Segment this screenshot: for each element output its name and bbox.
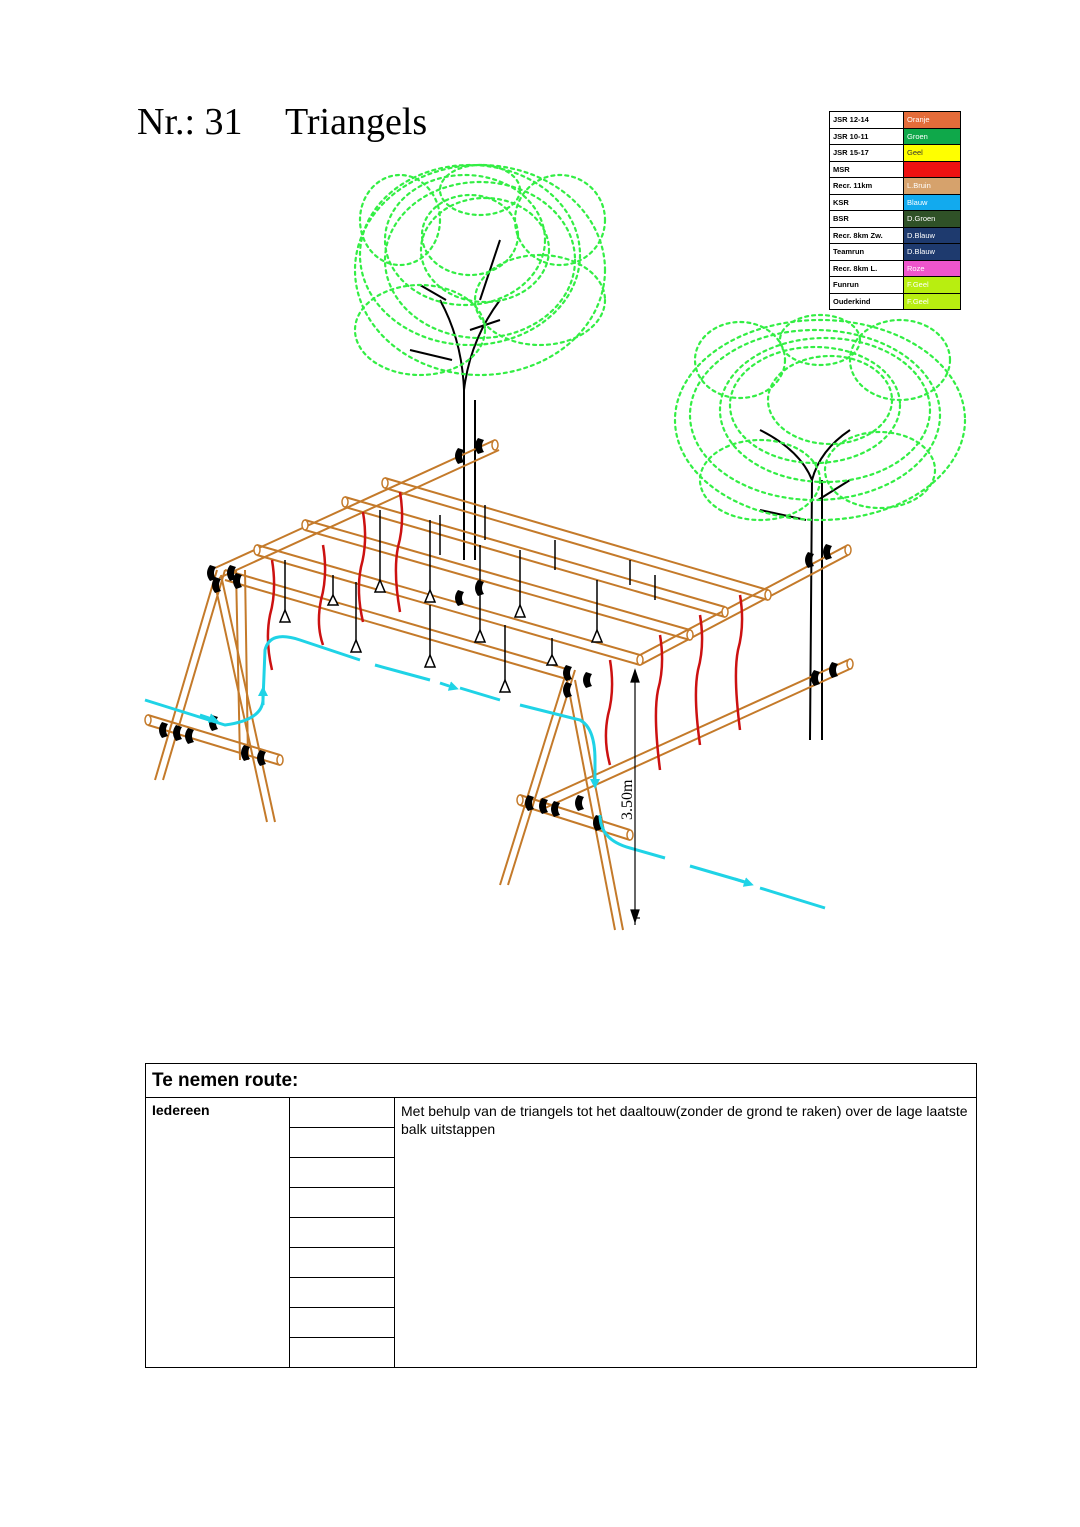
pole-right-leg-a — [500, 670, 567, 885]
legend-color-swatch: D.Groen — [904, 211, 961, 228]
pole-left-leg-a — [155, 570, 217, 780]
pole-left-leg-b — [213, 575, 267, 822]
route-slot — [290, 1128, 394, 1158]
legend-route-label: JSR 15-17 — [830, 145, 904, 162]
route-slot — [290, 1308, 394, 1338]
legend-color-swatch: Geel — [904, 145, 961, 162]
tree-right — [675, 315, 965, 740]
legend-route-label: Recr. 8km Zw. — [830, 227, 904, 244]
tree-left — [355, 165, 605, 560]
lashings — [159, 438, 838, 831]
legend-color-swatch: Oranje — [904, 112, 961, 129]
route-table-heading: Te nemen route: — [146, 1064, 977, 1098]
legend-route-label: KSR — [830, 194, 904, 211]
route-slot — [290, 1158, 394, 1188]
obstacle-name: Triangels — [285, 101, 428, 143]
legend-route-label: MSR — [830, 161, 904, 178]
pole-left-leg-a2 — [163, 570, 225, 780]
route-entry — [145, 637, 360, 725]
legend-route-label: JSR 12-14 — [830, 112, 904, 129]
height-label: 3.50m — [619, 779, 636, 820]
legend-color-swatch: D.Blauw — [904, 244, 961, 261]
route-description: Met behulp van de triangels tot het daaltouw(zonder de grond te raken) over de lage laatste balk uitstappen — [395, 1098, 977, 1368]
legend-route-label: Recr. 8km L. — [830, 260, 904, 277]
legend-route-label: Ouderkind — [830, 293, 904, 310]
legend-route-label: JSR 10-11 — [830, 128, 904, 145]
route-slot — [290, 1098, 394, 1128]
legend-color-swatch: F.Geel — [904, 293, 961, 310]
legend-route-label: Teamrun — [830, 244, 904, 261]
route-slots — [290, 1098, 395, 1368]
route-slot — [290, 1218, 394, 1248]
route-slot — [290, 1278, 394, 1308]
legend-color-swatch: D.Blauw — [904, 227, 961, 244]
legend-color-swatch: Blauw — [904, 194, 961, 211]
legend-color-swatch: L.Bruin — [904, 178, 961, 195]
route-slot — [290, 1248, 394, 1278]
route-slot — [290, 1338, 394, 1367]
legend-color-swatch: F.Geel — [904, 277, 961, 294]
legend-color-swatch: Groen — [904, 128, 961, 145]
legend-route-label: BSR — [830, 211, 904, 228]
obstacle-number: Nr.: 31 — [137, 101, 243, 143]
legend-color-swatch: Rood — [904, 161, 961, 178]
route-table — [145, 1063, 977, 1368]
legend-color-swatch: Roze — [904, 260, 961, 277]
legend-route-label: Funrun — [830, 277, 904, 294]
pole-right-low-beam — [520, 795, 630, 830]
route-who: Iedereen — [146, 1098, 290, 1368]
pole-frame — [148, 440, 852, 930]
route-slot — [290, 1188, 394, 1218]
legend-route-label: Recr. 11km — [830, 178, 904, 195]
